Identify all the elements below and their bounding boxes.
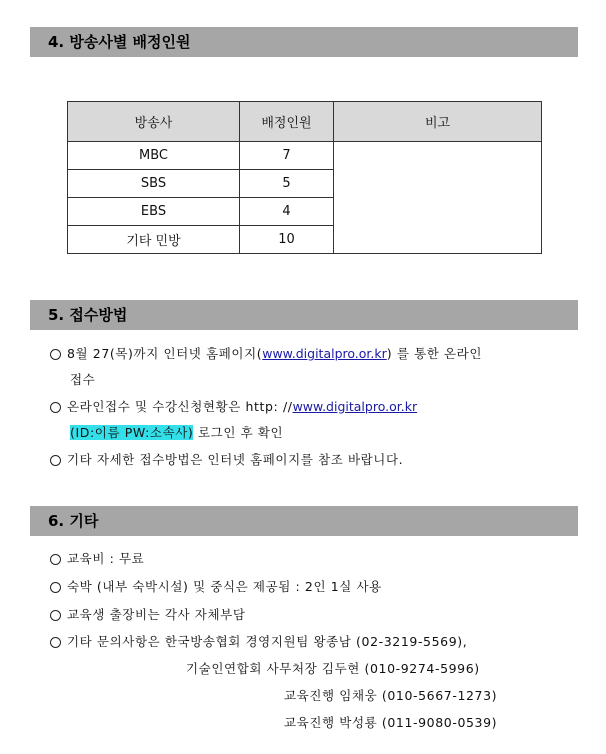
- etc-text-1: 교육비 : 무료: [67, 551, 145, 566]
- table-row: [68, 142, 542, 170]
- circle-bullet-icon: [50, 610, 61, 621]
- row-name: 기타 민방: [68, 226, 240, 254]
- etc-text-4: 기타 문의사항은 한국방송협회 경영지원팀 왕종남 (02-3219-5569),: [67, 634, 468, 649]
- reception-text-1-post: ) 를 통한 온라인: [386, 346, 483, 361]
- status-link[interactable]: www.digitalpro.or.kr: [292, 399, 418, 414]
- circle-bullet-icon: [50, 349, 61, 360]
- etc-contact-4: 교육진행 박성룡 (011-9080-0539): [284, 715, 498, 730]
- remarks-cell: [334, 142, 542, 254]
- etc-contact-2: 기술인연합회 사무처장 김두현 (010-9274-5996): [186, 661, 480, 676]
- etc-contact-3: 교육진행 임채웅 (010-5667-1273): [284, 688, 498, 703]
- reception-text-2-post: 로그인 후 확인: [193, 425, 284, 440]
- row-count: 10: [240, 226, 334, 254]
- row-name: EBS: [68, 198, 240, 226]
- circle-bullet-icon: [50, 554, 61, 565]
- row-name: SBS: [68, 170, 240, 198]
- header-allocated: 배정인원: [240, 102, 334, 142]
- header-remarks: 비고: [334, 102, 542, 142]
- section-6-header: 6. 기타: [30, 506, 578, 536]
- section-4-header: 4. 방송사별 배정인원: [30, 27, 578, 57]
- circle-bullet-icon: [50, 402, 61, 413]
- row-count: 7: [240, 142, 334, 170]
- header-broadcaster: 방송사: [68, 102, 240, 142]
- etc-item-2: [50, 577, 382, 595]
- row-count: 5: [240, 170, 334, 198]
- etc-text-3: 교육생 출장비는 각사 자체부담: [67, 607, 246, 622]
- row-name: MBC: [68, 142, 240, 170]
- etc-text-2: 숙박 (내부 숙박시설) 및 중식은 제공됨 : 2인 1실 사용: [67, 579, 382, 594]
- login-credentials-highlight: (ID:이름 PW:소속사): [70, 425, 194, 440]
- table-header-row: [68, 102, 542, 142]
- circle-bullet-icon: [50, 455, 61, 466]
- circle-bullet-icon: [50, 582, 61, 593]
- reception-text-2-pre: 온라인접수 및 수강신청현황은 http: //: [67, 399, 293, 414]
- etc-item-3: [50, 605, 246, 623]
- row-count: 4: [240, 198, 334, 226]
- reception-item-1-cont: 접수: [70, 372, 96, 387]
- reception-text-3: 기타 자세한 접수방법은 인터넷 홈페이지를 참조 바랍니다.: [67, 452, 404, 467]
- reception-item-1: [50, 344, 482, 362]
- reception-text-1-pre: 8월 27(목)까지 인터넷 홈페이지(: [67, 346, 263, 361]
- reception-item-2: [50, 397, 417, 415]
- etc-item-1: [50, 549, 144, 567]
- circle-bullet-icon: [50, 637, 61, 648]
- reception-item-2-cont: [70, 423, 283, 441]
- reception-item-3: [50, 450, 403, 468]
- section-5-header: 5. 접수방법: [30, 300, 578, 330]
- etc-item-4: [50, 632, 467, 650]
- homepage-link[interactable]: www.digitalpro.or.kr: [262, 346, 387, 361]
- allocation-table: [67, 101, 542, 254]
